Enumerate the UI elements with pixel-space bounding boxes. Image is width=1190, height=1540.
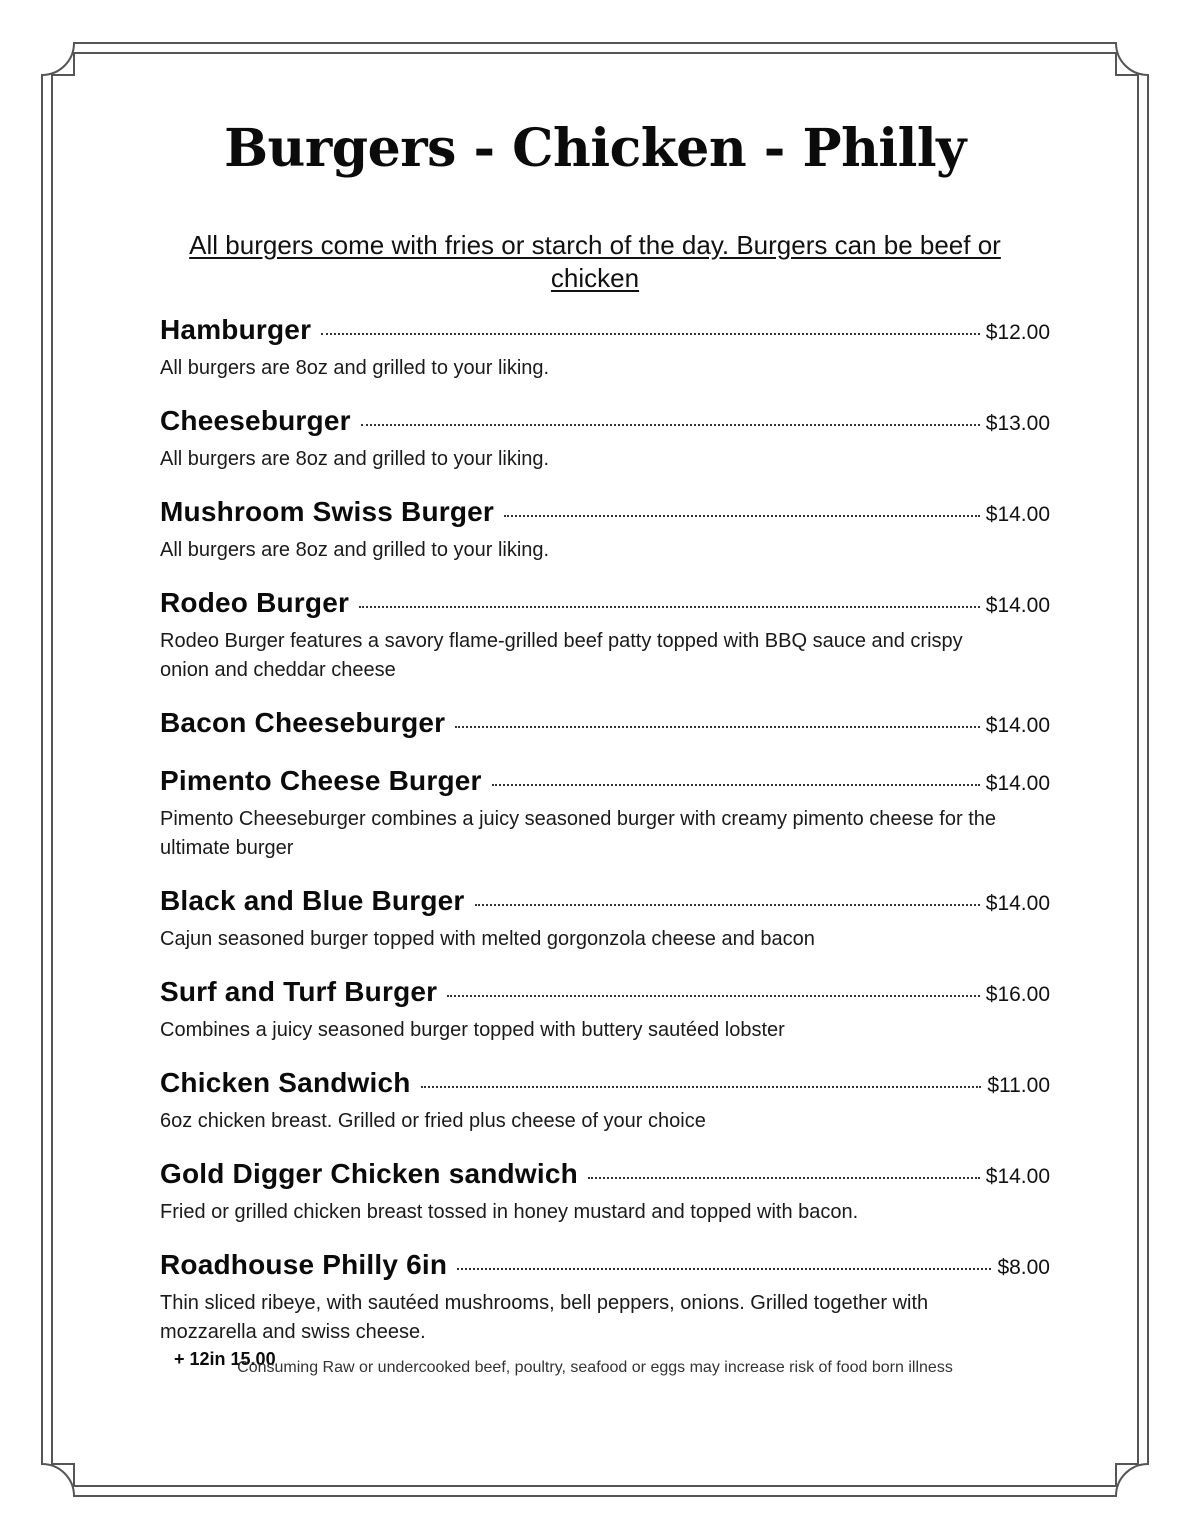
- dot-leader: [504, 515, 980, 517]
- menu-item: [160, 1249, 1050, 1370]
- food-safety-disclaimer: Consuming Raw or undercooked beef, poultry, seafood or eggs may increase risk of food born illness: [237, 1359, 953, 1376]
- menu-item-name: Hamburger: [160, 314, 312, 345]
- menu-item: [160, 765, 1050, 863]
- menu-item: [160, 405, 1050, 474]
- menu-list: [160, 314, 1050, 1370]
- menu-item-header: [160, 707, 1050, 745]
- menu-item-price: $14.00: [985, 772, 1050, 795]
- menu-item-header: [160, 976, 1050, 1014]
- menu-item-name: Gold Digger Chicken sandwich: [160, 1158, 578, 1189]
- menu-item-description: 6oz chicken breast. Grilled or fried plus cheese of your choice: [160, 1110, 706, 1132]
- menu-item: [160, 587, 1050, 685]
- menu-item-price: $8.00: [997, 1256, 1050, 1279]
- menu-item-name: Cheeseburger: [160, 405, 351, 436]
- menu-item-description: Thin sliced ribeye, with sautéed mushrooms, bell peppers, onions. Grilled together with mozzarella and swiss cheese.: [160, 1292, 929, 1343]
- menu-item-description: Fried or grilled chicken breast tossed in honey mustard and topped with bacon.: [160, 1201, 859, 1223]
- menu-item-header: [160, 885, 1050, 923]
- menu-item: [160, 1067, 1050, 1136]
- menu-item-price: $14.00: [985, 594, 1050, 617]
- dot-leader: [359, 606, 980, 608]
- menu-item-name: Roadhouse Philly 6in: [160, 1249, 448, 1280]
- menu-item-header: [160, 496, 1050, 534]
- menu-item-name: Surf and Turf Burger: [160, 976, 438, 1007]
- dot-leader: [447, 995, 980, 997]
- dot-leader: [361, 424, 980, 426]
- dot-leader: [421, 1086, 982, 1088]
- dot-leader: [475, 904, 980, 906]
- menu-item-description: Combines a juicy seasoned burger topped with buttery sautéed lobster: [160, 1019, 785, 1041]
- menu-item-addon: + 12in 15.00: [174, 1349, 276, 1369]
- menu-item-price: $13.00: [985, 412, 1050, 435]
- menu-item-description: All burgers are 8oz and grilled to your liking.: [160, 539, 550, 561]
- dot-leader: [321, 333, 980, 335]
- menu-item-price: $16.00: [985, 983, 1050, 1006]
- dot-leader: [455, 726, 980, 728]
- dot-leader: [457, 1268, 991, 1270]
- menu-item: [160, 976, 1050, 1045]
- menu-item-description: All burgers are 8oz and grilled to your liking.: [160, 357, 550, 379]
- menu-item: [160, 314, 1050, 383]
- menu-item-name: Rodeo Burger: [160, 587, 350, 618]
- menu-item-description: Cajun seasoned burger topped with melted gorgonzola cheese and bacon: [160, 928, 815, 950]
- menu-item-name: Chicken Sandwich: [160, 1067, 411, 1098]
- menu-item-description: Rodeo Burger features a savory flame-grilled beef patty topped with BBQ sauce and crispy onion and cheddar cheese: [160, 630, 963, 681]
- menu-item-price: $12.00: [985, 321, 1050, 344]
- dot-leader: [588, 1177, 980, 1179]
- menu-item-header: [160, 314, 1050, 352]
- menu-item-name: Mushroom Swiss Burger: [160, 496, 495, 527]
- menu-item-name: Pimento Cheese Burger: [160, 765, 482, 796]
- page-title: Burgers - Chicken - Philly: [224, 118, 966, 179]
- menu-item-price: $14.00: [985, 892, 1050, 915]
- menu-subtitle: All burgers come with fries or starch of the day. Burgers can be beef or chicken: [189, 230, 1001, 293]
- menu-item-price: $14.00: [985, 503, 1050, 526]
- menu-item-description: All burgers are 8oz and grilled to your liking.: [160, 448, 550, 470]
- menu-item-name: Bacon Cheeseburger: [160, 707, 446, 738]
- menu-item-header: [160, 1158, 1050, 1196]
- menu-item-header: [160, 1067, 1050, 1105]
- menu-item: [160, 496, 1050, 565]
- dot-leader: [492, 784, 980, 786]
- menu-item-name: Black and Blue Burger: [160, 885, 465, 916]
- menu-item-header: [160, 405, 1050, 443]
- menu-item-price: $11.00: [987, 1074, 1050, 1097]
- menu-item-price: $14.00: [985, 714, 1050, 737]
- menu-item: [160, 1158, 1050, 1227]
- menu-item: [160, 885, 1050, 954]
- menu-item-price: $14.00: [985, 1165, 1050, 1188]
- menu-item-header: [160, 765, 1050, 803]
- menu-item-header: [160, 1249, 1050, 1287]
- menu-item: [160, 707, 1050, 745]
- menu-item-header: [160, 587, 1050, 625]
- menu-item-description: Pimento Cheeseburger combines a juicy seasoned burger with creamy pimento cheese for the ultimate burger: [160, 808, 996, 859]
